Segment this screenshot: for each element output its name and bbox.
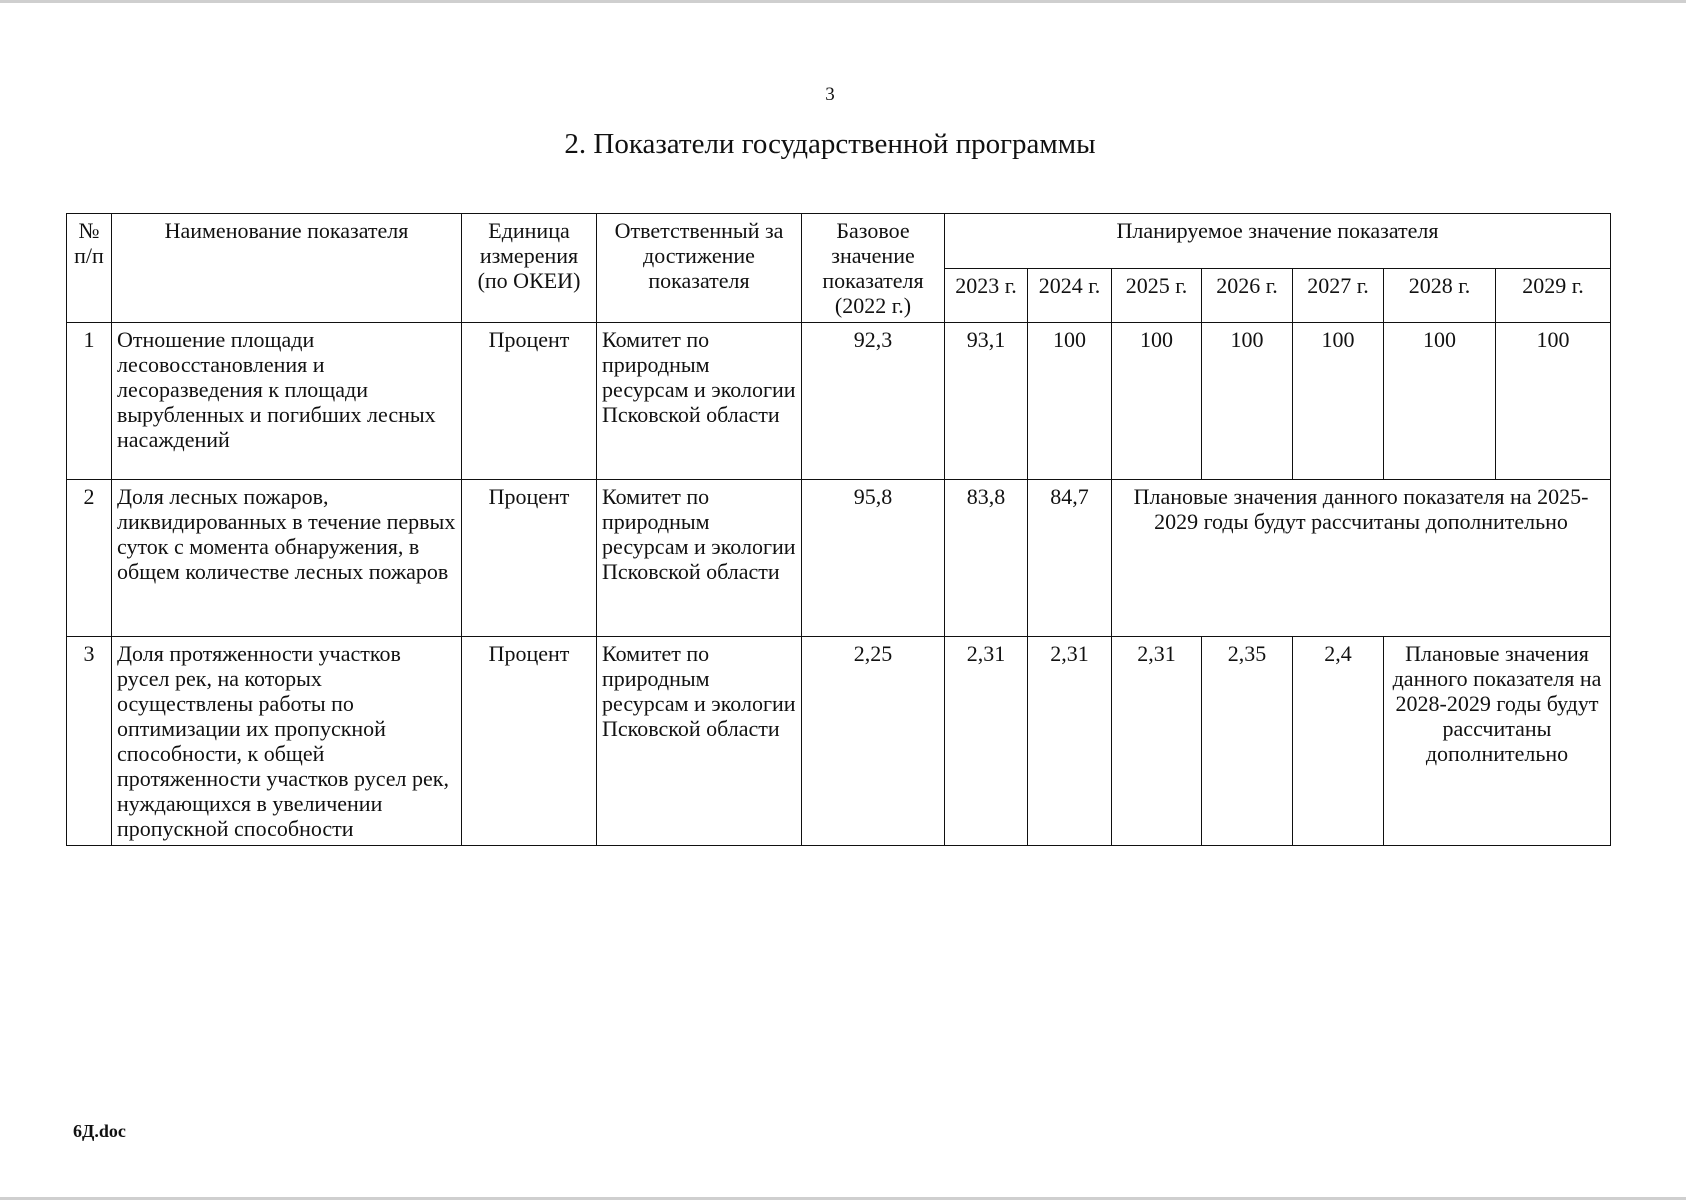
table-row [67, 323, 1611, 480]
header-year: 2028 г. [1384, 268, 1496, 323]
header-year: 2025 г. [1112, 268, 1202, 323]
planned-value: 93,1 [945, 323, 1028, 480]
header-unit: Единица измерения (по ОКЕИ) [462, 214, 597, 323]
planned-value: 2,31 [1112, 637, 1202, 846]
indicators-table [66, 213, 1611, 846]
planned-note: Плановые значения данного показателя на 2025-2029 годы будут рассчитаны дополнительно [1112, 480, 1611, 637]
planned-value: 100 [1293, 323, 1384, 480]
planned-value: 83,8 [945, 480, 1028, 637]
indicator-name: Доля лесных пожаров, ликвидированных в течение первых суток с момента обнаружения, в общем количестве лесных пожаров [112, 480, 462, 637]
planned-value: 100 [1496, 323, 1611, 480]
table-row [67, 637, 1611, 846]
table-row [67, 480, 1611, 637]
indicator-name: Отношение площади лесовосстановления и лесоразведения к площади вырубленных и погибших лесных насаждений [112, 323, 462, 480]
base-value: 2,25 [802, 637, 945, 846]
row-number: 2 [67, 480, 112, 637]
page-number: 3 [825, 84, 835, 105]
planned-value: 100 [1112, 323, 1202, 480]
scan-top-edge [0, 0, 1686, 3]
base-value: 95,8 [802, 480, 945, 637]
planned-value: 84,7 [1028, 480, 1112, 637]
planned-value: 2,31 [945, 637, 1028, 846]
planned-value: 2,35 [1202, 637, 1293, 846]
header-base: Базовое значение показателя (2022 г.) [802, 214, 945, 323]
indicator-unit: Процент [462, 480, 597, 637]
row-number: 1 [67, 323, 112, 480]
header-year: 2026 г. [1202, 268, 1293, 323]
planned-value: 100 [1384, 323, 1496, 480]
planned-value: 2,31 [1028, 637, 1112, 846]
header-year: 2027 г. [1293, 268, 1384, 323]
header-planned: Планируемое значение показателя [945, 214, 1611, 269]
planned-value: 2,4 [1293, 637, 1384, 846]
header-no: № п/п [67, 214, 112, 323]
header-year: 2029 г. [1496, 268, 1611, 323]
indicator-responsible: Комитет по природным ресурсам и экологии Псковской области [597, 637, 802, 846]
indicator-name: Доля протяженности участков русел рек, на которых осуществлены работы по оптимизации их пропускной способности, к общей протяженности участков русел рек, нуждающихся в увеличении пропускной способности [112, 637, 462, 846]
document-filename: 6Д.doc [73, 1121, 126, 1141]
header-year: 2023 г. [945, 268, 1028, 323]
header-name: Наименование показателя [112, 214, 462, 323]
base-value: 92,3 [802, 323, 945, 480]
indicator-responsible: Комитет по природным ресурсам и экологии Псковской области [597, 323, 802, 480]
planned-note: Плановые значения данного показателя на 2028-2029 годы будут рассчитаны дополнительно [1384, 637, 1611, 846]
planned-value: 100 [1028, 323, 1112, 480]
indicator-unit: Процент [462, 323, 597, 480]
planned-value: 100 [1202, 323, 1293, 480]
header-row [67, 214, 1611, 269]
indicator-unit: Процент [462, 637, 597, 846]
header-year: 2024 г. [1028, 268, 1112, 323]
row-number: 3 [67, 637, 112, 846]
indicator-responsible: Комитет по природным ресурсам и экологии Псковской области [597, 480, 802, 637]
header-responsible: Ответственный за достижение показателя [597, 214, 802, 323]
section-heading: 2. Показатели государственной программы [564, 128, 1096, 160]
